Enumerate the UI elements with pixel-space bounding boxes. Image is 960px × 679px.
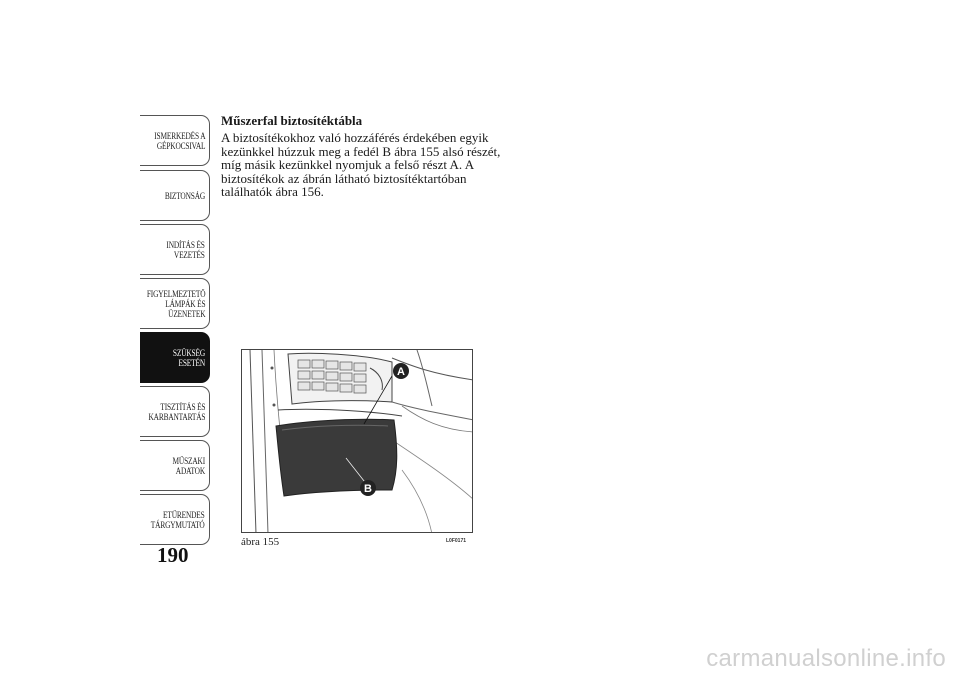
tab-label: TISZTÍTÁS ÉS KARBANTARTÁS (148, 401, 205, 422)
tab-targymutato[interactable] (140, 494, 210, 545)
tab-muszaki-adatok[interactable] (140, 440, 210, 491)
tab-label: SZÜKSÉG ESETÉN (172, 347, 205, 368)
tab-label: MŰSZAKI ADATOK (172, 455, 205, 476)
tab-inditas[interactable] (140, 224, 210, 275)
tab-label: INDÍTÁS ÉS VEZETÉS (166, 239, 205, 260)
figure-code: L0F0171 (446, 538, 467, 544)
tab-szukseg-eseten[interactable] (140, 332, 210, 383)
tab-biztonsag[interactable] (140, 170, 210, 221)
tab-figyelmezteto[interactable] (140, 278, 210, 329)
dashboard-illustration (242, 350, 473, 533)
page-number: 190 (157, 543, 189, 567)
tab-ismerkedes[interactable] (140, 115, 210, 166)
tab-label: ISMERKEDÉS A GÉPKOCSIVAL (153, 130, 205, 151)
figure-caption: ábra 155 (241, 536, 280, 548)
tab-label: FIGYELMEZTETŐ LÁMPÁK ÉS ÜZENETEK (146, 288, 205, 319)
watermark: carmanualsonline.info (706, 645, 946, 672)
tab-label: BIZTONSÁG (164, 190, 205, 201)
tab-label: ETŰRENDES TÁRGYMUTATÓ (151, 509, 205, 530)
callout-a-label: A (397, 366, 405, 378)
section-heading: Műszerfal biztosítéktábla (221, 113, 363, 128)
callout-b-label: B (364, 483, 372, 495)
body-paragraph: A biztosítékokhoz való hozzáférés érdekében egyik kezünkkel húzzuk meg a fedél B ábra 155 alsó részét, míg másik kezünkkel nyomjuk a felső részt A. A biztosítékok az ábrán látható biztosítéktartóban találhatók ábra 156. (221, 130, 501, 199)
tab-tisztitas[interactable] (140, 386, 210, 437)
figure-155 (241, 349, 473, 533)
